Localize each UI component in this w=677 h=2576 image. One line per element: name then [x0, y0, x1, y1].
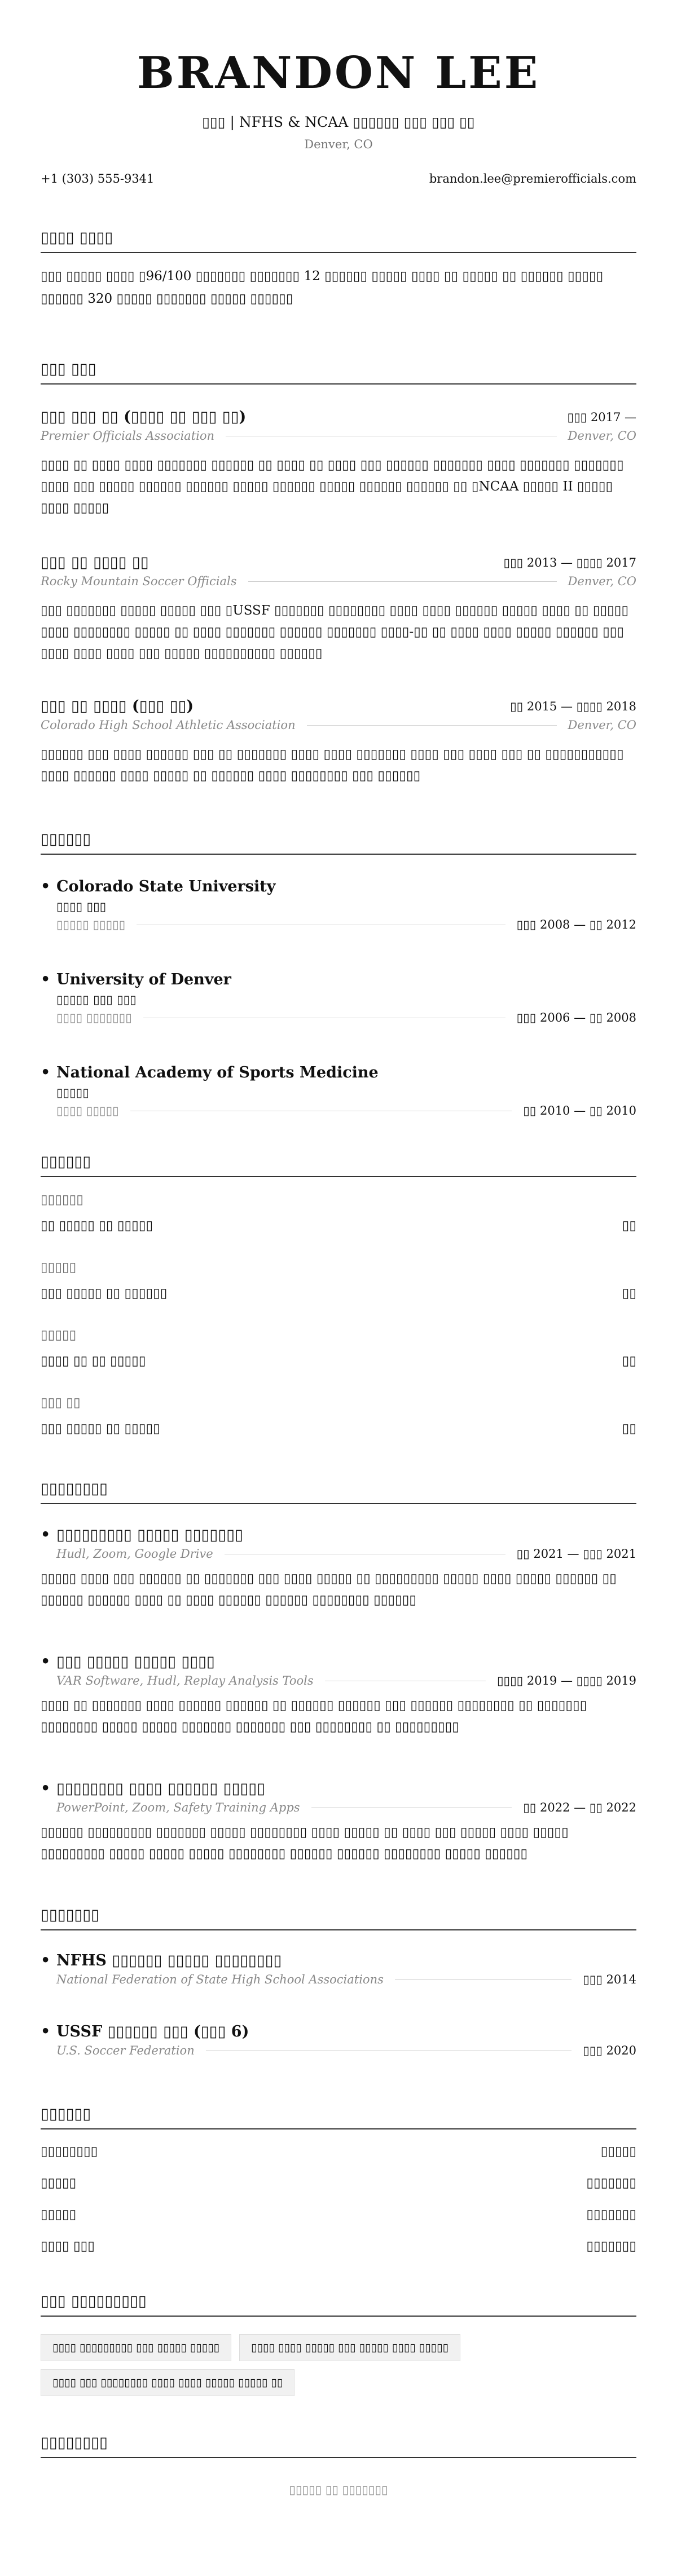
job-title: ▯▯▯ ▯▯▯ ▯▯ (▯▯▯▯ ▯▯ ▯▯▯ ▯▯)	[41, 408, 247, 426]
job-location: Denver, CO	[568, 718, 636, 732]
education-item	[41, 877, 636, 933]
project-date: ▯▯ 2022 — ▯▯ 2022	[523, 1801, 636, 1814]
experience-item	[41, 553, 636, 664]
language-item	[41, 1191, 636, 1235]
certification-date: ▯▯▯ 2020	[583, 2044, 636, 2057]
language-detail: ▯▯▯ ▯▯▯▯▯ ▯▯ ▯▯▯▯▯▯	[41, 1286, 168, 1301]
job-date: ▯▯▯ 2013 — ▯▯▯▯ 2017	[503, 556, 636, 569]
summary-text: ▯▯▯ ▯▯▯▯▯ ▯▯▯▯ ▯96/100 ▯▯▯▯▯▯▯ ▯▯▯▯▯▯▯ 12 ▯▯▯▯▯▯ ▯▯▯▯▯ ▯▯▯▯ ▯▯ ▯▯▯▯▯ ▯▯ ▯▯▯▯▯▯ ▯▯▯▯▯ ▯▯▯▯▯▯ 320 ▯▯▯▯▯ ▯▯▯▯▯▯▯ ▯▯▯▯▯ ▯▯▯▯▯▯	[41, 269, 604, 306]
candidate-location: Denver, CO	[304, 138, 373, 151]
interests-heading: ▯▯▯ ▯▯▯▯▯▯▯▯▯	[41, 2292, 636, 2317]
education-date: ▯▯▯ 2006 — ▯▯ 2008	[516, 1011, 636, 1024]
language-detail: ▯▯▯ ▯▯▯▯▯ ▯▯ ▯▯▯▯▯	[41, 1421, 160, 1436]
job-date: ▯▯ 2015 — ▯▯▯▯ 2018	[510, 700, 636, 713]
job-description: ▯▯▯▯▯▯ ▯▯▯ ▯▯▯▯ ▯▯▯▯▯▯ ▯▯▯ ▯▯ ▯▯▯▯▯▯▯ ▯▯▯▯ ▯▯▯▯ ▯▯▯▯▯▯▯ ▯▯▯▯ ▯▯▯ ▯▯▯▯ ▯▯▯ ▯▯ ▯▯▯▯▯▯▯▯▯▯▯ ▯▯▯▯ ▯▯▯▯▯▯ ▯▯▯▯ ▯▯▯▯▯ ▯▯ ▯▯▯▯▯▯ ▯▯▯▯ ▯▯▯▯▯▯▯▯ ▯▯▯ ▯▯▯▯▯▯	[41, 747, 624, 783]
project-tools: VAR Software, Hudl, Replay Analysis Tools	[56, 1674, 314, 1687]
skill-level: ▯▯▯▯▯▯▯	[586, 2239, 636, 2254]
interests-list	[41, 2334, 636, 2396]
job-title: ▯▯▯ ▯▯ ▯▯▯▯ (▯▯▯ ▯▯)	[41, 697, 194, 715]
field-of-study: ▯▯▯▯▯ ▯▯▯▯▯	[56, 918, 126, 931]
skill-item	[41, 2206, 636, 2237]
language-item	[41, 1394, 636, 1438]
certification-item	[41, 1951, 636, 1988]
interest-tag: ▯▯▯▯ ▯▯▯▯ ▯▯▯▯▯ ▯▯▯ ▯▯▯▯▯ ▯▯▯▯ ▯▯▯▯▯	[239, 2334, 460, 2361]
skill-level: ▯▯▯▯▯▯▯	[586, 2176, 636, 2190]
certification-issuer: National Federation of State High School Associations	[56, 1973, 384, 1986]
project-name: • ▯▯▯ ▯▯▯▯▯ ▯▯▯▯▯ ▯▯▯▯	[41, 1652, 636, 1672]
references-heading: ▯▯▯▯▯▯▯▯	[41, 2433, 636, 2458]
experience-item	[41, 696, 636, 787]
job-location: Denver, CO	[568, 575, 636, 588]
job-organization: Colorado High School Athletic Association	[41, 718, 296, 732]
job-description: ▯▯▯ ▯▯▯▯▯▯▯ ▯▯▯▯▯ ▯▯▯▯▯ ▯▯▯ ▯USSF ▯▯▯▯▯▯▯ ▯▯▯▯▯▯▯▯ ▯▯▯▯ ▯▯▯▯ ▯▯▯▯▯▯ ▯▯▯▯▯ ▯▯▯▯ ▯▯ ▯▯▯▯▯ ▯▯▯▯ ▯▯▯▯▯▯▯▯ ▯▯▯▯▯ ▯▯ ▯▯▯▯ ▯▯▯▯▯▯▯ ▯▯▯▯▯▯ ▯▯▯▯▯▯▯ ▯▯▯▯-▯▯ ▯▯ ▯▯▯▯ ▯▯▯▯ ▯▯▯▯▯ ▯▯▯▯▯▯ ▯▯▯ ▯▯▯▯ ▯▯▯▯ ▯▯▯▯ ▯▯▯ ▯▯▯▯▯ ▯▯▯▯▯▯▯▯▯▯ ▯▯▯▯▯▯	[41, 603, 629, 661]
candidate-name: BRANDON LEE	[137, 47, 540, 99]
skill-name: ▯▯▯▯▯	[41, 2207, 77, 2222]
certification-name: • NFHS ▯▯▯▯▯▯ ▯▯▯▯▯ ▯▯▯▯▯▯▯▯	[41, 1951, 636, 1971]
contact-row	[41, 172, 636, 185]
languages-heading: ▯▯▯▯▯▯	[41, 1152, 636, 1177]
job-title: ▯▯▯ ▯▯ ▯▯▯▯ ▯▯	[41, 554, 149, 571]
job-location: Denver, CO	[568, 429, 636, 443]
divider	[307, 725, 557, 726]
school-name: • Colorado State University	[41, 877, 636, 897]
education-date: ▯▯ 2010 — ▯▯ 2010	[523, 1104, 636, 1117]
project-description: ▯▯▯▯▯▯ ▯▯▯▯▯▯▯▯▯ ▯▯▯▯▯▯▯ ▯▯▯▯▯ ▯▯▯▯▯▯▯▯ ▯▯▯▯ ▯▯▯▯▯ ▯▯ ▯▯▯▯ ▯▯▯ ▯▯▯▯▯ ▯▯▯▯ ▯▯▯▯▯ ▯▯▯▯▯▯▯▯▯ ▯▯▯▯▯ ▯▯▯▯▯ ▯▯▯▯▯ ▯▯▯▯▯▯▯▯ ▯▯▯▯▯▯ ▯▯▯▯▯▯ ▯▯▯▯▯▯▯▯ ▯▯▯▯▯ ▯▯▯▯▯▯	[41, 1825, 569, 1861]
job-organization: Rocky Mountain Soccer Officials	[41, 575, 237, 588]
project-name: • ▯▯▯▯▯▯▯▯▯ ▯▯▯▯▯ ▯▯▯▯▯▯▯	[41, 1525, 636, 1545]
divider	[248, 581, 557, 582]
skill-item	[41, 2142, 636, 2174]
degree-name: ▯▯▯▯ ▯▯▯	[56, 899, 107, 913]
project-tools: Hudl, Zoom, Google Drive	[56, 1547, 213, 1561]
email-address[interactable]: brandon.lee@premierofficials.com	[429, 172, 636, 185]
skill-name: ▯▯▯▯▯▯▯▯	[41, 2144, 98, 2159]
certification-item	[41, 2022, 636, 2059]
school-name: • University of Denver	[41, 970, 636, 990]
language-detail: ▯▯ ▯▯▯▯▯ ▯▯ ▯▯▯▯▯	[41, 1218, 153, 1233]
references-text: ▯▯▯▯▯ ▯▯ ▯▯▯▯▯▯▯	[289, 2483, 388, 2497]
language-level: ▯▯	[622, 1286, 636, 1301]
language-level: ▯▯	[622, 1421, 636, 1436]
language-name: ▯▯▯▯▯	[41, 1260, 77, 1275]
skill-item	[41, 2174, 636, 2206]
project-description: ▯▯▯▯▯ ▯▯▯▯ ▯▯▯ ▯▯▯▯▯▯ ▯▯ ▯▯▯▯▯▯▯ ▯▯▯ ▯▯▯▯ ▯▯▯▯▯ ▯▯ ▯▯▯▯▯▯▯▯▯ ▯▯▯▯▯ ▯▯▯▯ ▯▯▯▯▯ ▯▯▯▯▯▯ ▯▯ ▯▯▯▯▯▯ ▯▯▯▯▯▯ ▯▯▯▯ ▯▯ ▯▯▯▯ ▯▯▯▯▯▯ ▯▯▯▯▯▯ ▯▯▯▯▯▯▯▯ ▯▯▯▯▯▯	[41, 1571, 617, 1607]
skill-item	[41, 2237, 636, 2269]
job-date: ▯▯▯ 2017 —	[567, 410, 636, 424]
skill-level: ▯▯▯▯▯	[600, 2144, 636, 2159]
education-heading: ▯▯▯▯▯▯	[41, 830, 636, 855]
field-of-study: ▯▯▯▯ ▯▯▯▯▯	[56, 1104, 119, 1117]
language-item	[41, 1326, 636, 1370]
language-name: ▯▯▯▯▯▯	[41, 1192, 83, 1207]
project-item	[41, 1779, 636, 1864]
project-date: ▯▯▯▯ 2019 — ▯▯▯▯ 2019	[496, 1674, 636, 1687]
experience-heading: ▯▯▯ ▯▯▯	[41, 360, 636, 385]
project-item	[41, 1525, 636, 1611]
project-name: • ▯▯▯▯▯▯▯▯ ▯▯▯▯ ▯▯▯▯▯▯ ▯▯▯▯▯	[41, 1779, 636, 1799]
certifications-heading: ▯▯▯▯▯▯▯	[41, 1906, 636, 1930]
skills-list	[41, 2142, 636, 2269]
education-item	[41, 970, 636, 1026]
project-item	[41, 1652, 636, 1738]
degree-name: ▯▯▯▯▯ ▯▯▯ ▯▯▯	[56, 992, 137, 1006]
language-level: ▯▯	[622, 1218, 636, 1233]
certification-issuer: U.S. Soccer Federation	[56, 2044, 195, 2057]
job-description: ▯▯▯▯ ▯▯ ▯▯▯▯ ▯▯▯▯ ▯▯▯▯▯▯▯ ▯▯▯▯▯▯ ▯▯ ▯▯▯▯ ▯▯ ▯▯▯▯ ▯▯▯ ▯▯▯▯▯▯ ▯▯▯▯▯▯▯ ▯▯▯▯ ▯▯▯▯▯▯▯ ▯▯▯▯▯▯▯ ▯▯▯▯ ▯▯▯ ▯▯▯▯▯ ▯▯▯▯▯▯ ▯▯▯▯▯▯ ▯▯▯▯▯ ▯▯▯▯▯▯ ▯▯▯▯▯ ▯▯▯▯▯▯ ▯▯▯▯▯▯ ▯▯ ▯NCAA ▯▯▯▯▯ II ▯▯▯▯▯ ▯▯▯▯ ▯▯▯▯▯	[41, 458, 624, 515]
field-of-study: ▯▯▯▯ ▯▯▯▯▯▯▯	[56, 1011, 132, 1024]
education-date: ▯▯▯ 2008 — ▯▯ 2012	[516, 918, 636, 931]
phone-number: +1 (303) 555-9341	[41, 172, 155, 185]
job-organization: Premier Officials Association	[41, 429, 215, 443]
skill-name: ▯▯▯▯▯	[41, 2176, 77, 2190]
language-level: ▯▯	[622, 1354, 636, 1368]
language-detail: ▯▯▯▯ ▯▯ ▯▯ ▯▯▯▯▯	[41, 1354, 146, 1368]
skill-level: ▯▯▯▯▯▯▯	[586, 2207, 636, 2222]
education-item	[41, 1063, 636, 1119]
candidate-tagline: ▯▯▯ | NFHS & NCAA ▯▯▯▯▯▯ ▯▯▯ ▯▯▯ ▯▯	[202, 114, 475, 130]
language-item	[41, 1258, 636, 1302]
language-name: ▯▯▯ ▯▯	[41, 1395, 81, 1410]
project-date: ▯▯ 2021 — ▯▯▯ 2021	[516, 1547, 636, 1561]
certification-date: ▯▯▯ 2014	[583, 1973, 636, 1986]
skills-heading: ▯▯▯▯▯▯	[41, 2105, 636, 2129]
language-name: ▯▯▯▯▯	[41, 1328, 77, 1342]
skill-name: ▯▯▯▯ ▯▯▯	[41, 2239, 95, 2254]
project-tools: PowerPoint, Zoom, Safety Training Apps	[56, 1801, 300, 1814]
resume-header	[41, 45, 636, 152]
certification-name: • USSF ▯▯▯▯▯▯ ▯▯▯ (▯▯▯ 6)	[41, 2022, 636, 2042]
degree-name: ▯▯▯▯▯	[56, 1085, 89, 1099]
school-name: • National Academy of Sports Medicine	[41, 1063, 636, 1083]
projects-heading: ▯▯▯▯▯▯▯▯	[41, 1479, 636, 1504]
project-description: ▯▯▯▯ ▯▯ ▯▯▯▯▯▯▯ ▯▯▯▯ ▯▯▯▯▯▯ ▯▯▯▯▯▯ ▯▯ ▯▯▯▯▯▯ ▯▯▯▯▯▯ ▯▯▯ ▯▯▯▯▯▯ ▯▯▯▯▯▯▯▯ ▯▯ ▯▯▯▯▯▯▯ ▯▯▯▯▯▯▯▯ ▯▯▯▯▯ ▯▯▯▯▯ ▯▯▯▯▯▯▯ ▯▯▯▯▯▯▯ ▯▯▯ ▯▯▯▯▯▯▯▯ ▯▯ ▯▯▯▯▯▯▯▯▯	[41, 1698, 587, 1734]
interest-tag: ▯▯▯▯ ▯▯▯▯▯▯▯▯▯ ▯▯▯ ▯▯▯▯▯ ▯▯▯▯▯	[41, 2334, 231, 2361]
experience-item	[41, 407, 636, 519]
summary-heading: ▯▯▯▯ ▯▯▯▯	[41, 228, 636, 253]
interest-tag: ▯▯▯▯ ▯▯▯ ▯▯▯▯▯▯▯▯ ▯▯▯▯ ▯▯▯▯ ▯▯▯▯▯ ▯▯▯▯▯ ▯▯	[41, 2369, 294, 2396]
